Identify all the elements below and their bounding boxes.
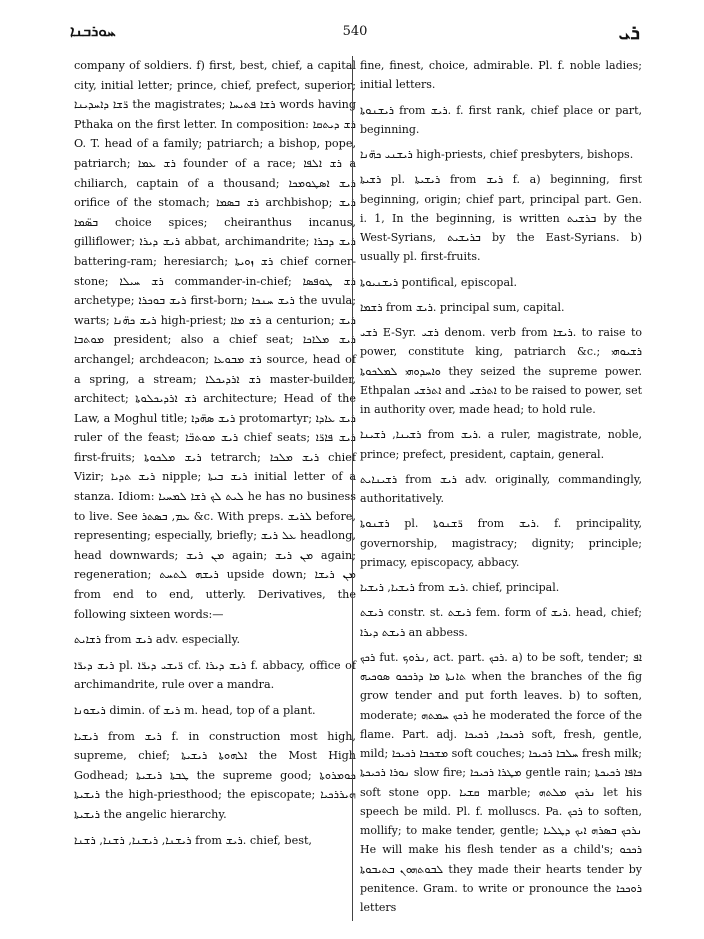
entry-text: ܪܝܫܝܐ, ܪܝܫܝܐ from ܪܝܫ. chief, principal.	[360, 581, 560, 594]
page-number: 540	[342, 24, 368, 39]
entry-text: ܪܫܝܢܐܝܬ from ܪܝܫ adv. originally, commandingly, authoritatively.	[360, 472, 642, 505]
entry-text: ܪܝܫܝܐ from ܪܝܫ f. in construction most high, supreme, chief; ܐܠܗܘܬܐ ܪܝܫܝܬܐ the Most High Godhead; ܛܒܬܐ ܪܝܫܝܬܐ the supreme good; ܟܘܡܪܘܬܐ ܪܝܫܝܬܐ the high-priesthood; the episcopate; ܗܝܪܪܟܝܐ ܪܝܫܝܬܐ the angelic hierarchy.	[74, 729, 356, 821]
entry-text: ܪܟܟ fut. ܢܪܘܟ, act. part. ܪܟܟ. a) to be soft, tender; ܐܦ ܬܐܢܬܐ ܡܐ ܕܪܟܟܘ ܣܘܟܝܗ when the branches of the fig grow tender and put forth leaves. b) to soften, moderate; ܪܟܟ ܚܡܬܗ he moderated the force of the flame. Part. adj. ܪܟܝܟܐ, ܪܟܝܟܐ soft, fresh, gentle, mild; ܡܫܟܒܐ ܪܟܝܟܐ soft couches; ܚܠܒܐ ܪܟܝܟܐ fresh milk; ܢܘܪܐ ܪܟܝܟܬܐ slow fire; ܡܛܪܐ ܪܟܝܟܐ gentle rain; ܟܐܦܐ ܪܟܝܟܬܐ soft stone opp. ܩܫܝܐ marble; ܢܪܟܟ ܡܠܬܗ let his speech be mild. Pl. f. molluscs. Pa. ܪܟܟ to soften, mollify; to make tender, gentle; ܢܪܟܟ ܒܣܪܗ ܐܝܟ ܕܛܠܝܐ He will make his flesh tender as a child's; ܪܟܟܘ ܠܒܘܬܗܘܢ ܒܬܝܒܘܬܐ they made their hearts tender by penitence. Gram. to write or pronounce the ܪܘܟܟܐ letters	[360, 650, 643, 914]
entry-text: ܪܝܫܢܝܘܬܐ pontifical, episcopal.	[360, 275, 518, 289]
column-divider	[352, 56, 353, 921]
entry-text: ܪܫܢܘܬܐ pl. ܪ̈ܫܢܘܬܐ from ܪܝܫ. f. principality, governorship, magistracy; dignity; principle; primacy, episcopacy, abbacy.	[360, 517, 642, 569]
entry-text: ܪܫܐܝܬ from ܪܝܫ adv. especially.	[74, 633, 241, 647]
page-header	[70, 22, 640, 48]
entry-text: ܪܫܝܬܐ pl. ܪܝܫܝܬܐ from ܪܝܫ f. a) beginning, first beginning, origin; chief part, principal part. Gen. i. 1, In the beginning, is written ܒܪܫܝܬ by the West-Syrians, ܒܪܝܫܝܬ by the East-Syrians. b) usually pl. first-fruits.	[360, 173, 643, 264]
entry-text: ܪܫܝ E-Syr. ܪܫܝ denom. verb from ܪܝܫܐ. to raise to power, constitute king, patriarch &c.; ܪܫܝܘܗܝ ܘܐܚܕܘܗܝ ܠܡܠܟܘܬܐ they seized the supreme power. Ethpalan ܐܬܪܫܝ and ܐܬܪܫܝ to be raised to power, set in authority over, made head; to hold rule.	[360, 326, 642, 416]
right-column	[360, 56, 642, 919]
entry-text: ܪܝܫ ܕܝܪ̈ܐ pl. ܪ̈ܝܫܝ ܕܝܪ̈ܐ cf. ܪܝܫ ܕܝܪܐ f. abbacy, office of archimandrite, rule over a mandra.	[74, 658, 356, 692]
left-running-head: ܚܘܪܒܢܐ	[70, 22, 116, 40]
left-column	[74, 56, 356, 852]
entry-text: ܪܫܡܐ from ܪܝܫ. principal sum, capital.	[360, 300, 565, 314]
entry-text: fine, finest, choice, admirable. Pl. f. noble ladies; initial letters.	[360, 59, 642, 92]
entry-text: ܪܝܫܘܢܐ dimin. of ܪܝܫ m. head, top of a plant.	[74, 704, 316, 717]
entry-text: ܪܫܝܢܐ, ܪܫܝܢܐ from ܪܝܫ. a ruler, magistrate, noble, prince; prefect, president, captain, general.	[360, 428, 642, 461]
entry-text: ܪܝܫܬ constr. st. ܪܝܫܬ fem. form of ܪܝܫ. head, chief; ܪܝܫܬ ܕܝܪܐ an abbess.	[360, 606, 643, 639]
entry-text: ܪܝܫܢܐ, ܪܝܫܢܐ, ܪܫܢܐ, ܪܫܢܐ from ܪܝܫ. chief, best,	[74, 833, 312, 847]
right-running-head: ܪܝ	[618, 20, 640, 44]
entry-text: ܪܝܫܢܝ ܟܗ̈ܢܐ high-priests, chief presbyters, bishops.	[360, 148, 634, 161]
entry-text: ܪܝܫܢܘܬܐ from ܪܝܫ. f. first rank, chief place or part, beginning.	[360, 103, 642, 136]
entry-rish-continuation: company of soldiers. f) first, best, chief, a capital city, initial letter; prince, chief, prefect, superior; ܪ̈ܫܐ ܕܐܚܕܝܢܐ the magistrates; ܪܫܐ ܦܬܝܚܐ words having Pthaka on the first letter. In composition: ܪܫ ܕܝܬܩܐ O. T. head of a family; patriarch; a bishop, pope, patriarch; ܪܫ ܥܡܐ founder of a race; ܪܫ ܐܠܦܐ a chiliarch, captain of a thousand; ܪܝܫ ܐܣܛܘܡܟܐ orifice of the stomach; ܪܫ ܒܣܡܐ archbishop; ܪܝܫ ܒܣ̈ܡܐ choice spices; cheiranthus incanus, gilliflower; ܪܝܫ ܕܝܪܐ abbat, archimandrite; ܪܝܫ ܕܒܪܐ battering-ram; heresiarch; ܪܫ ܙܘܝܬܐ chief corner-stone; ܪܫ ܚܝܠܐ commander-in-chief; ܪܫ ܛܘܦܣܐ archetype; ܪܝܫ ܒܘܟܪܐ first-born; ܪܝܫ ܚܢܟܐ the uvula; warts; ܪܝܫ ܟܗ̈ܢܐ high-priest; ܪܫ ܡܐܐ a centurion; ܪܝܫ ܡܘܬܒܐ president; also a chief seat; ܪܝܫ ܡܠܐܟܐ archangel; archdeacon; ܪܫ ܡܒܘܥܐ source, head of a spring, a stream; ܪܫ ܐܪܕܝܟܠܐ master-builder, architect; ܪܫ ܐܪܕܝܟܠܘܬܐ architecture; Head of the Law, a Moghul title; ܪܝܫ ܣܗ̈ܕܐ protomartyr; ܪܝܫ ܥܐܕܐ ruler of the feast; ܪܝܫ ܡܘܬܒ̈ܐ chief seats; ܪܝܫ ܦܐܪ̈ܐ first-fruits; ܪܝܫ ܡܠܟܘܬܐ tetrarch; ܪܝܫ ܡܠܟܐ chief Vizir; ܪܝܫ ܬܕܝܐ nipple; ܪܝܫ ܒܝܬܐ initial letter of a stanza. Idiom: ܠܝܬ ܠܟ ܪܫܐ ܠܡܚܝܐ he has no business to live. See ܥܡ, ܒܣܬܪ &c. With preps. ܠܪܝܫ before, representing; especially, briefly; ܥܠ ܪܝܫ headlong, head downwards; ܡܢ ܪܝܫ again; ܡܢ ܪܝܫ again; regeneration; ܪܝܫܗ ܠܬܚܬ upside down; ܡܢ ܪܝܫܐ from end to end, utterly. Derivatives, the following sixteen words:—	[74, 59, 357, 621]
